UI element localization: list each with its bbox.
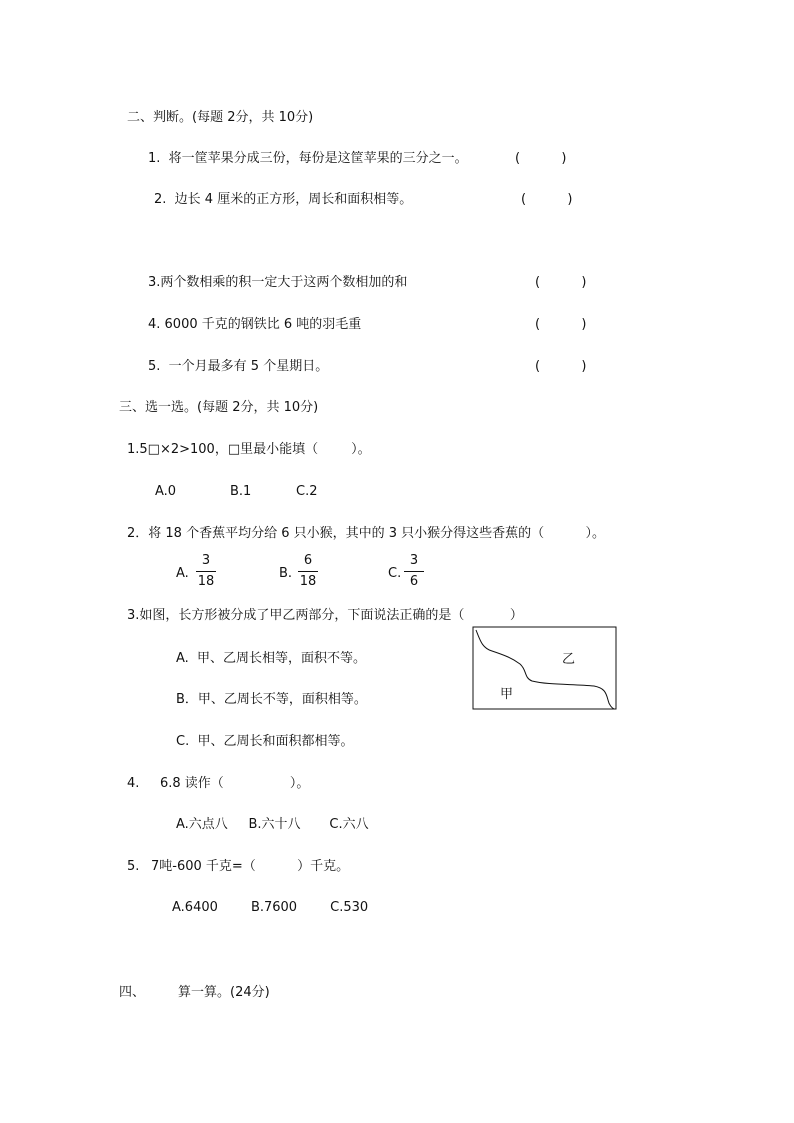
judge-item-4: 4. 6000 千克的钢铁比 6 吨的羽毛重: [148, 317, 362, 332]
q3-option-a[interactable]: A. 甲、乙周长相等，面积不等。: [176, 651, 367, 666]
choice-q4: 6.8 读作（ ）。: [160, 776, 310, 791]
judge-item-2: 2. 边长 4 厘米的正方形，周长和面积相等。: [154, 192, 413, 207]
q2-option-c-label[interactable]: C.: [388, 566, 402, 581]
q5-options[interactable]: A.6400 B.7600 C.530: [172, 900, 369, 915]
q3-option-c[interactable]: C. 甲、乙周长和面积都相等。: [176, 734, 354, 749]
judge-item-5: 5. 一个月最多有 5 个星期日。: [148, 359, 329, 374]
fraction-numerator: 3: [409, 553, 419, 568]
judge-blank-5[interactable]: ( ): [535, 359, 587, 374]
q3-option-b[interactable]: B．甲、乙周长不等，面积相等。: [176, 692, 367, 707]
choice-q5: 7吨-600 千克=（ ）千克。: [151, 859, 350, 874]
q2-option-c-fraction: [404, 553, 424, 590]
q5-number: 5.: [127, 859, 140, 874]
q2-option-b-label[interactable]: B.: [279, 566, 293, 581]
fraction-denominator: 6: [409, 574, 419, 589]
q2-option-a-fraction: [196, 553, 216, 590]
choice-q3: 3.如图，长方形被分成了甲乙两部分，下面说法正确的是（ ）: [127, 608, 523, 623]
judge-blank-3[interactable]: ( ): [535, 275, 587, 290]
q1-option-b[interactable]: B.1: [230, 484, 252, 499]
q2-option-b-fraction: [298, 553, 318, 590]
q4-options[interactable]: A.六点八 B.六十八 C.六八: [176, 817, 369, 832]
q1-option-c[interactable]: C.2: [296, 484, 318, 499]
fraction-numerator: 3: [201, 553, 211, 568]
rectangle-figure: [472, 626, 618, 712]
choice-q1: 1.5□×2>100，□里最小能填（ ）。: [127, 442, 371, 457]
choice-q2: 2．将 18 个香蕉平均分给 6 只小猴，其中的 3 只小猴分得这些香蕉的（ ）。: [127, 526, 605, 541]
rectangle-outline: [473, 627, 616, 709]
judge-item-3: 3.两个数相乘的积一定大于这两个数相加的和: [148, 275, 408, 290]
region-label-jia: 甲: [500, 687, 514, 702]
judge-blank-1[interactable]: ( ): [515, 151, 567, 166]
judge-blank-4[interactable]: ( ): [535, 317, 587, 332]
section2-heading: 二、判断。(每题 2分，共 10分): [127, 110, 314, 125]
fraction-bar: [298, 571, 318, 572]
q4-number: 4.: [127, 776, 140, 791]
section4-heading: 四、 算一算。(24分): [119, 985, 270, 1000]
q2-option-a-label[interactable]: A.: [176, 566, 189, 581]
fraction-numerator: 6: [303, 553, 313, 568]
section3-heading: 三、选一选。(每题 2分，共 10分): [119, 400, 319, 415]
fraction-denominator: 18: [299, 574, 317, 589]
judge-item-1: 1. 将一筐苹果分成三份，每份是这筐苹果的三分之一。: [148, 151, 468, 166]
fraction-bar: [196, 571, 216, 572]
fraction-bar: [404, 571, 424, 572]
judge-blank-2[interactable]: ( ): [521, 192, 573, 207]
fraction-denominator: 18: [197, 574, 215, 589]
q1-option-a[interactable]: A.0: [155, 484, 177, 499]
dividing-curve: [476, 630, 614, 709]
region-label-yi: 乙: [562, 652, 576, 667]
